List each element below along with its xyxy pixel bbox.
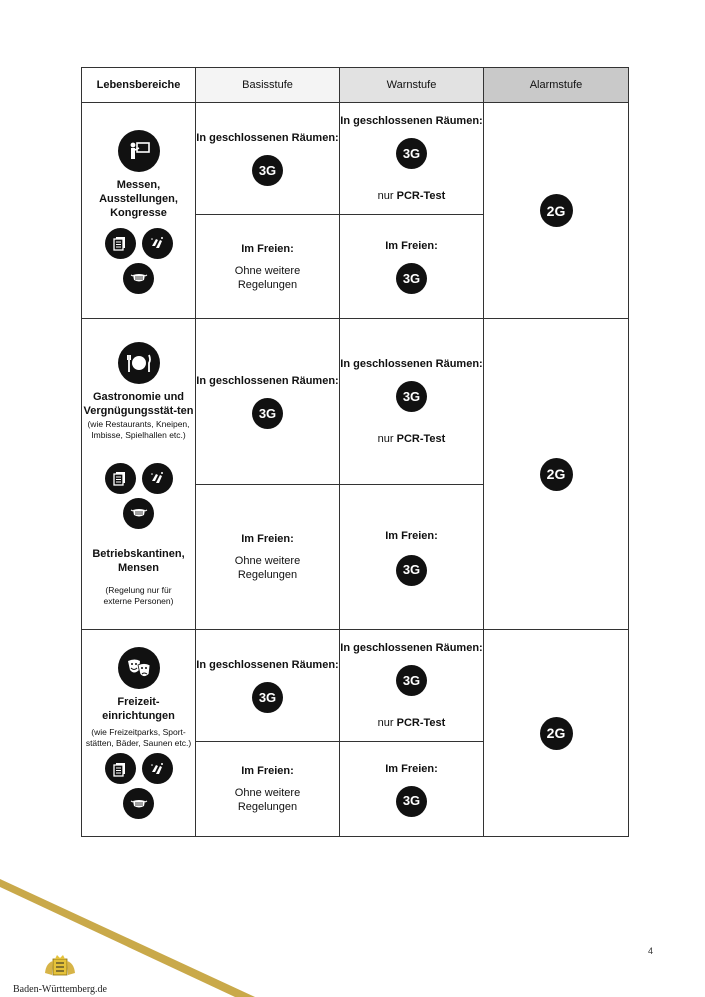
dining-icon bbox=[118, 342, 160, 384]
hand-washing-icon bbox=[142, 228, 173, 259]
indoor-label: In geschlossenen Räumen: bbox=[340, 358, 483, 370]
basis-indoor-cell bbox=[196, 630, 340, 742]
table-row bbox=[82, 630, 629, 742]
warn-indoor-cell bbox=[340, 319, 484, 485]
document-icon bbox=[105, 228, 136, 259]
category-cell bbox=[82, 630, 196, 837]
indoor-label: In geschlossenen Räumen: bbox=[196, 132, 339, 144]
outdoor-label: Im Freien: bbox=[385, 240, 438, 252]
badge-3g: 3G bbox=[396, 138, 427, 169]
face-mask-icon bbox=[123, 788, 154, 819]
basis-indoor-cell bbox=[196, 319, 340, 485]
basis-outdoor-cell bbox=[196, 215, 340, 319]
indoor-label: In geschlossenen Räumen: bbox=[196, 375, 339, 387]
header-basisstufe: Basisstufe bbox=[196, 68, 340, 103]
outdoor-label: Im Freien: bbox=[385, 762, 438, 775]
outdoor-label: Im Freien: bbox=[241, 765, 294, 777]
page-number: 4 bbox=[648, 946, 654, 956]
document-icon bbox=[105, 463, 136, 494]
category-cell bbox=[82, 319, 196, 630]
warn-indoor-cell bbox=[340, 630, 484, 742]
table-header-row bbox=[82, 68, 629, 103]
badge-3g: 3G bbox=[396, 665, 427, 696]
outdoor-label: Im Freien: bbox=[385, 529, 438, 542]
badge-3g: 3G bbox=[396, 786, 427, 817]
pcr-note: nur PCR-Test bbox=[377, 433, 446, 445]
hand-washing-icon bbox=[142, 463, 173, 494]
basis-outdoor-cell bbox=[196, 485, 340, 630]
presentation-icon bbox=[118, 130, 160, 172]
badge-3g: 3G bbox=[252, 155, 283, 186]
header-warnstufe: Warnstufe bbox=[340, 68, 484, 103]
category-name: Gastronomie und Vergnügungsstät-ten bbox=[83, 390, 194, 417]
category-name: Freizeit-einrichtungen bbox=[102, 696, 175, 722]
badge-2g: 2G bbox=[540, 458, 573, 491]
outdoor-label: Im Freien: bbox=[241, 533, 294, 545]
category-name-2: Betriebskantinen, Mensen bbox=[92, 547, 185, 574]
basis-indoor-cell bbox=[196, 103, 340, 215]
regulation-table bbox=[81, 67, 629, 837]
state-logo bbox=[10, 953, 110, 995]
coat-of-arms-icon bbox=[40, 953, 80, 979]
category-name: Messen, Ausstellungen, Kongresse bbox=[99, 178, 178, 219]
category-subtext: (wie Restaurants, Kneipen, Imbisse, Spielhallen etc.) bbox=[87, 418, 190, 440]
category-cell bbox=[82, 103, 196, 319]
alarm-cell bbox=[484, 319, 629, 630]
warn-outdoor-cell bbox=[340, 742, 484, 837]
badge-3g: 3G bbox=[396, 381, 427, 412]
badge-2g: 2G bbox=[540, 194, 573, 227]
outdoor-label: Im Freien: bbox=[241, 242, 294, 255]
badge-3g: 3G bbox=[252, 398, 283, 429]
pcr-note: nur PCR-Test bbox=[377, 190, 446, 202]
theater-masks-icon bbox=[118, 647, 160, 689]
badge-3g: 3G bbox=[396, 263, 427, 294]
pcr-note: nur PCR-Test bbox=[377, 717, 446, 729]
outdoor-text: Ohne weitere Regelungen bbox=[234, 787, 301, 813]
outdoor-text: Ohne weitere Regelungen bbox=[234, 264, 301, 291]
badge-2g: 2G bbox=[540, 717, 573, 750]
badge-3g: 3G bbox=[396, 555, 427, 586]
table-row bbox=[82, 319, 629, 485]
table-row bbox=[82, 103, 629, 215]
face-mask-icon bbox=[123, 498, 154, 529]
warn-indoor-cell bbox=[340, 103, 484, 215]
basis-outdoor-cell bbox=[196, 742, 340, 837]
warn-outdoor-cell bbox=[340, 485, 484, 630]
indoor-label: In geschlossenen Räumen: bbox=[340, 642, 483, 654]
indoor-label: In geschlossenen Räumen: bbox=[340, 115, 483, 127]
header-alarmstufe: Alarmstufe bbox=[484, 68, 629, 103]
hand-washing-icon bbox=[142, 753, 173, 784]
indoor-label: In geschlossenen Räumen: bbox=[196, 659, 339, 671]
alarm-cell bbox=[484, 630, 629, 837]
header-lebensbereiche: Lebensbereiche bbox=[82, 68, 196, 103]
alarm-cell bbox=[484, 103, 629, 319]
badge-3g: 3G bbox=[252, 682, 283, 713]
warn-outdoor-cell bbox=[340, 215, 484, 319]
category-subtext: (wie Freizeitparks, Sport-stätten, Bäder, Saunen etc.) bbox=[85, 727, 192, 748]
category-subtext-2: (Regelung nur für externe Personen) bbox=[103, 584, 174, 606]
document-icon bbox=[105, 753, 136, 784]
logo-text: Baden-Württemberg.de bbox=[13, 984, 107, 995]
outdoor-text: Ohne weitere Regelungen bbox=[234, 555, 301, 581]
face-mask-icon bbox=[123, 263, 154, 294]
